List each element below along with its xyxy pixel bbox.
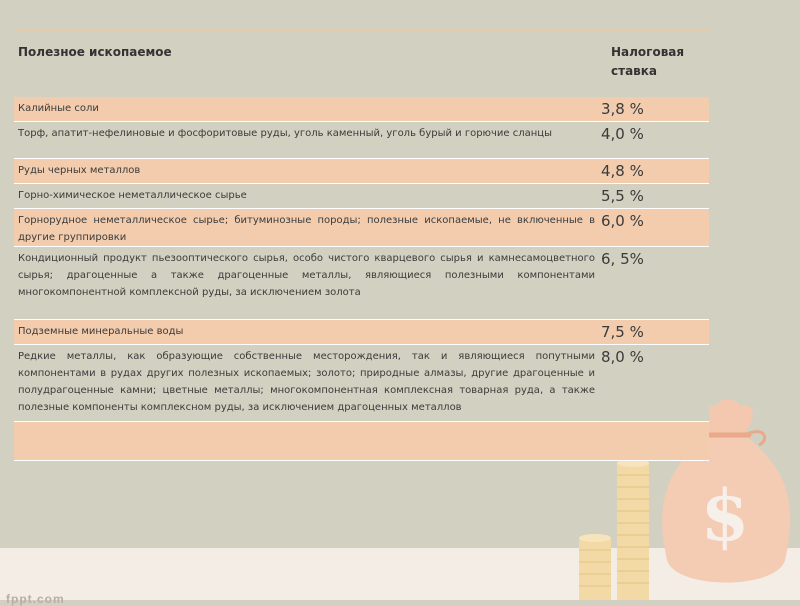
table-row (14, 122, 709, 159)
svg-text:$: $ (700, 474, 750, 557)
table-row (14, 209, 709, 247)
rate-cell: 8,0 % (599, 345, 709, 422)
table-header (14, 31, 709, 98)
table-row (14, 247, 709, 320)
rate-cell: 6,0 % (599, 209, 709, 247)
mineral-cell: Руды черных металлов (18, 165, 141, 176)
mineral-cell: Редкие металлы, как образующие собственные месторождения, так и являющиеся попутными компонентами в рудах других полезных ископаемых; золото; природные алмазы, другие драгоценные и полудрагоценные камни; цветные металлы; многокомпонентная комплексная товарная руда, а также полезные компоненты комплексном руды, за исключением драгоценных металлов (18, 351, 595, 413)
rate-cell: 4,8 % (599, 159, 709, 184)
mineral-cell: Калийные соли (18, 103, 99, 114)
rate-cell: 5,5 % (599, 184, 709, 209)
table-row-empty (14, 422, 709, 461)
table-row (14, 320, 709, 345)
rate-cell: 7,5 % (599, 320, 709, 345)
table-row (14, 184, 709, 209)
mineral-cell: Торф, апатит-нефелиновые и фосфоритовые руды, уголь каменный, уголь бурый и горючие сланцы (18, 128, 552, 139)
mineral-cell: Горно-химическое неметаллическое сырье (18, 190, 247, 201)
column-header-rate: Налоговая ставка (611, 45, 685, 78)
column-header-mineral: Полезное ископаемое (18, 45, 172, 59)
watermark: fppt.com (6, 592, 65, 606)
rate-cell: 3,8 % (599, 97, 709, 122)
mineral-cell: Кондиционный продукт пьезооптического сырья, особо чистого кварцевого сырья и камнесамоцветного сырья; драгоценные а также драгоценные металлы, являющиеся полезными компонентами многокомпонентной комплексной руды, за исключением золота (18, 253, 595, 298)
table-row (14, 345, 709, 422)
coin-stack-icon (575, 455, 655, 600)
mineral-cell: Горнорудное неметаллическое сырье; битуминозные породы; полезные ископаемые, не включенные в другие группировки (18, 215, 595, 243)
tax-rates-table (14, 30, 709, 461)
table-row (14, 97, 709, 122)
rate-cell: 6, 5% (599, 247, 709, 320)
mineral-cell: Подземные минеральные воды (18, 326, 184, 337)
rate-cell: 4,0 % (599, 122, 709, 159)
table-row (14, 159, 709, 184)
